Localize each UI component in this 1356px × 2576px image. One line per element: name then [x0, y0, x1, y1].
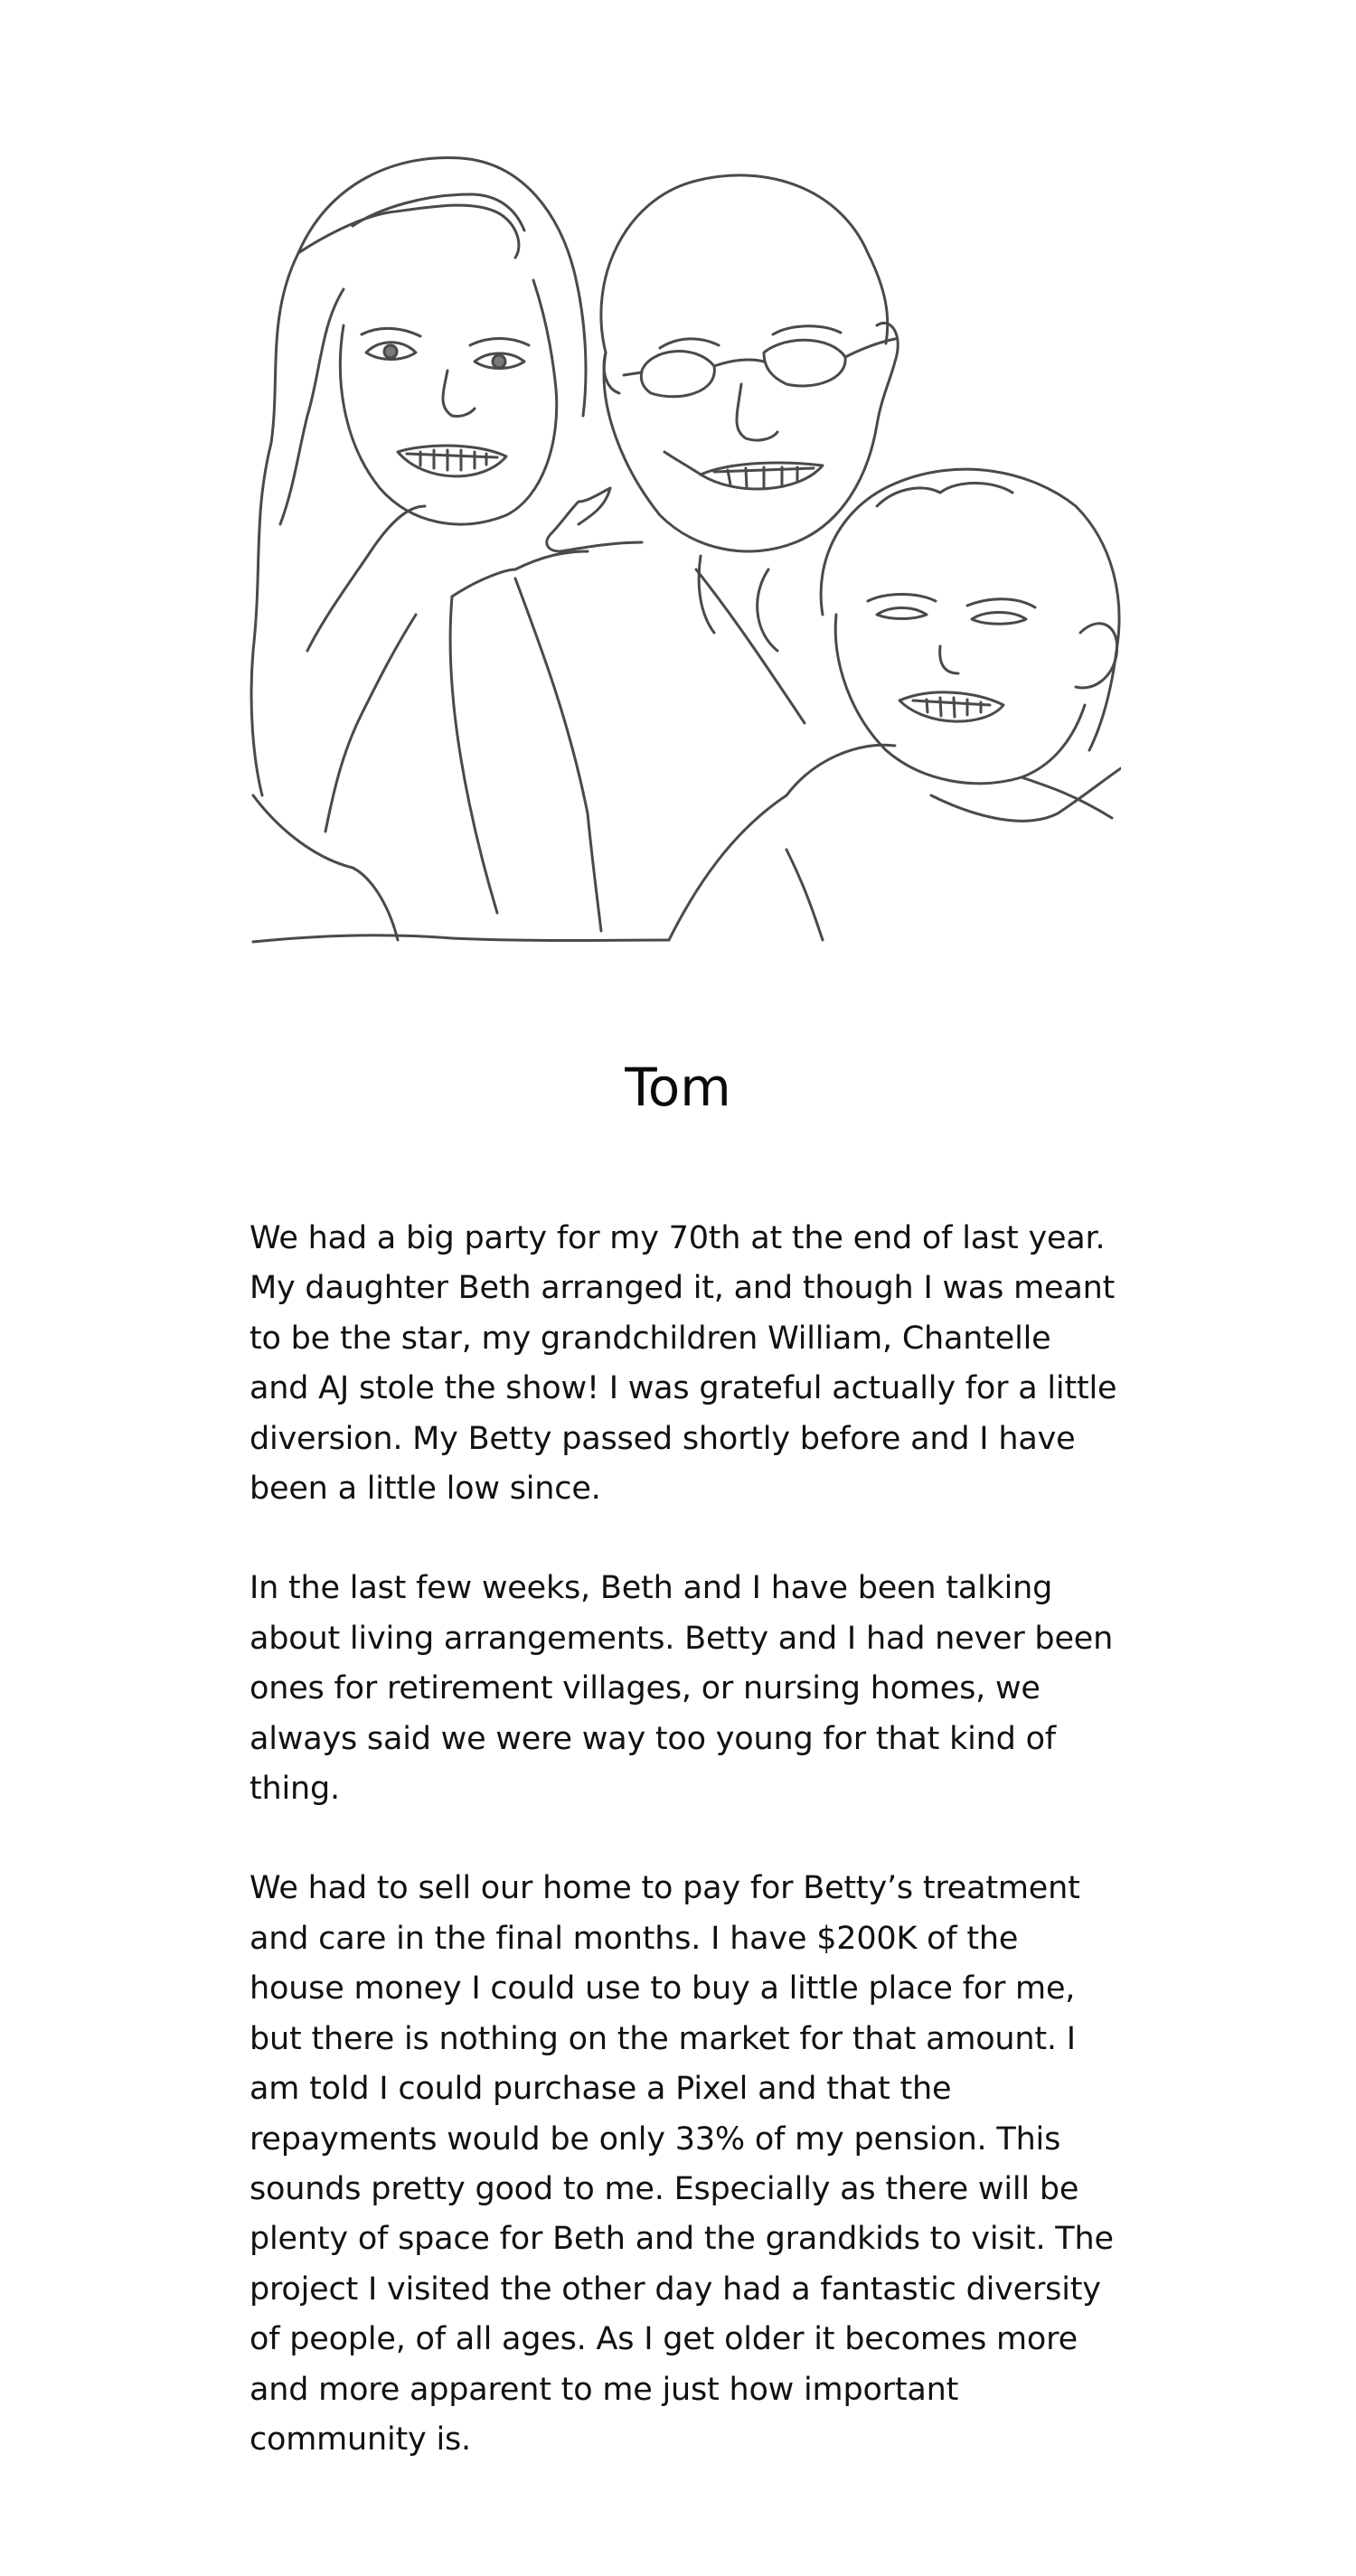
- baseline: [253, 935, 669, 942]
- story-paragraph: We had a big party for my 70th at the end of last year. My daughter Beth arranged it, and though I was meant to be the star, my grandchildren William, Chantelle and AJ stole the show! I was grateful actually for a little diversion. My Betty passed shortly before and I have been a little low since.: [250, 1220, 1117, 1508]
- story-paragraph: In the last few weeks, Beth and I have been talking about living arrangements. Betty and I had never been ones for retirement villages, or nursing homes, we always said we were way too young for that kind of thing.: [250, 1570, 1114, 1808]
- woman-figure: [251, 157, 586, 940]
- family-portrait-icon: [244, 145, 1121, 949]
- man-figure: [450, 175, 898, 931]
- story-body: [250, 1214, 1117, 2515]
- child-figure: [669, 469, 1121, 940]
- story-paragraph: We had to sell our home to pay for Betty’s treatment and care in the final months. I have $200K of the house money I could use to buy a little place for me, but there is nothing on the market for that amount. I am told I could purchase a Pixel and that the repayments would be only 33% of my pension. This sounds pretty good to me. Especially as there will be plenty of space for Beth and the grandkids to visit. The project I visited the other day had a fantastic diversity of people, of all ages. As I get older it becomes more and more apparent to me just how important community is.: [250, 1870, 1114, 2458]
- page-title: Tom: [625, 1057, 731, 1118]
